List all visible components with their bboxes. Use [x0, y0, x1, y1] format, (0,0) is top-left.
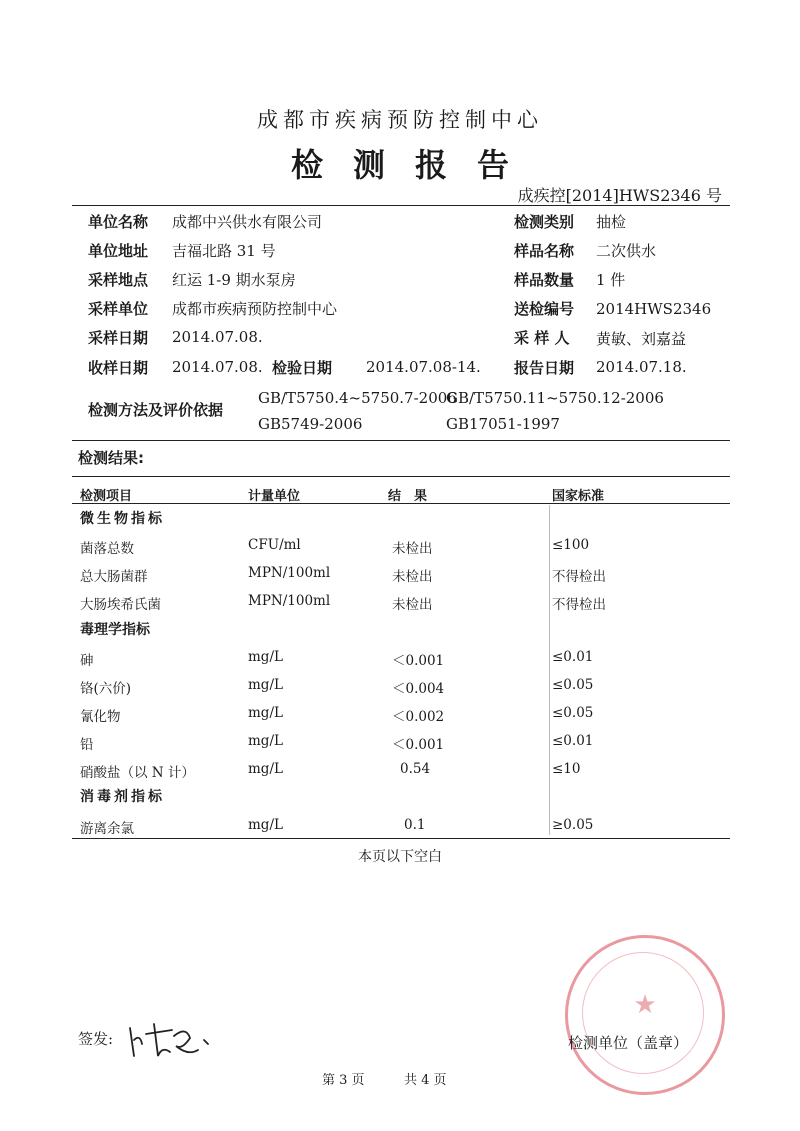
sampling-unit-label: 采样单位 [88, 300, 149, 318]
sampling-date-value: 2014.07.08. [172, 328, 263, 346]
results-top-rule [72, 476, 730, 477]
row-unit: mg/L [248, 649, 283, 665]
standard-column-separator [549, 505, 550, 835]
row-result: ＜0.004 [392, 681, 445, 697]
category-disinfectant: 消毒剂指标 [80, 789, 165, 805]
unit-name-label: 单位名称 [88, 213, 149, 231]
row-result: 未检出 [392, 541, 433, 557]
page-number: 第 3 页 [322, 1073, 365, 1088]
category-toxicology: 毒理学指标 [80, 622, 150, 638]
test-date-label: 检验日期 [272, 359, 333, 377]
row-item-name: 铬(六价) [80, 681, 132, 697]
row-result: 0.54 [400, 761, 431, 777]
receive-date-label: 收样日期 [88, 359, 149, 377]
signature [124, 1016, 214, 1062]
submit-number-label: 送检编号 [514, 300, 575, 318]
row-unit: mg/L [248, 733, 283, 749]
receive-date-value: 2014.07.08. [172, 358, 263, 376]
row-standard: 不得检出 [552, 597, 606, 613]
row-standard: ≤100 [552, 537, 590, 553]
row-result: 未检出 [392, 569, 433, 585]
row-result: ＜0.002 [392, 709, 445, 725]
column-header-unit: 计量单位 [248, 489, 301, 504]
row-standard: ≤0.05 [552, 705, 594, 721]
info-divider [72, 440, 730, 441]
method-standard-3: GB5749-2006 [258, 415, 363, 433]
method-standard-1: GB/T5750.4~5750.7-2006 [258, 389, 457, 407]
official-seal [565, 935, 725, 1095]
column-header-item: 检测项目 [80, 489, 133, 504]
row-unit: mg/L [248, 817, 283, 833]
issued-by-label: 签发: [78, 1030, 114, 1048]
row-standard: ≤0.05 [552, 677, 594, 693]
row-result: ＜0.001 [392, 737, 445, 753]
row-unit: mg/L [248, 761, 283, 777]
sample-name-value: 二次供水 [596, 242, 657, 260]
sampler-label: 采 样 人 [514, 329, 570, 347]
sampling-site-label: 采样地点 [88, 271, 149, 289]
blank-note: 本页以下空白 [358, 849, 442, 865]
test-type-value: 抽检 [596, 213, 627, 231]
row-item-name: 砷 [80, 653, 94, 669]
unit-address-value: 吉福北路 31 号 [172, 242, 276, 260]
report-title: 检测报告 [290, 146, 539, 184]
sample-name-label: 样品名称 [514, 242, 575, 260]
sampler-value: 黄敏、刘嘉益 [596, 330, 687, 348]
row-unit: mg/L [248, 677, 283, 693]
row-standard: 不得检出 [552, 569, 606, 585]
testing-unit-seal-label: 检测单位（盖章） [568, 1034, 689, 1052]
row-result: 未检出 [392, 597, 433, 613]
row-item-name: 总大肠菌群 [80, 569, 148, 585]
row-result: 0.1 [404, 817, 426, 833]
method-standard-2: GB/T5750.11~5750.12-2006 [446, 389, 664, 407]
test-type-label: 检测类别 [514, 213, 575, 231]
sample-quantity-value: 1 件 [596, 271, 626, 289]
row-standard: ≤0.01 [552, 733, 594, 749]
row-item-name: 菌落总数 [80, 541, 134, 557]
results-bottom-rule [72, 838, 730, 839]
column-header-result: 结 果 [388, 489, 428, 504]
results-heading: 检测结果: [78, 449, 144, 467]
sample-quantity-label: 样品数量 [514, 271, 575, 289]
row-unit: mg/L [248, 705, 283, 721]
column-header-rule [72, 503, 730, 504]
test-date-value: 2014.07.08-14. [366, 358, 481, 376]
unit-name-value: 成都中兴供水有限公司 [172, 213, 323, 231]
row-item-name: 硝酸盐（以 N 计） [80, 765, 195, 781]
row-standard: ≥0.05 [552, 817, 594, 833]
row-unit: MPN/100ml [248, 593, 331, 609]
method-standard-4: GB17051-1997 [446, 415, 560, 433]
sampling-unit-value: 成都市疾病预防控制中心 [172, 300, 338, 318]
document-number: 成疾控[2014]HWS2346 号 [517, 186, 722, 205]
report-date-label: 报告日期 [514, 359, 575, 377]
method-label: 检测方法及评价依据 [88, 401, 224, 419]
sampling-site-value: 红运 1-9 期水泵房 [172, 271, 296, 289]
row-item-name: 游离余氯 [80, 821, 134, 837]
organization-name: 成都市疾病预防控制中心 [257, 108, 543, 132]
row-unit: MPN/100ml [248, 565, 331, 581]
report-date-value: 2014.07.18. [596, 358, 687, 376]
page-total: 共 4 页 [404, 1073, 447, 1088]
submit-number-value: 2014HWS2346 [596, 300, 712, 318]
column-header-standard: 国家标准 [552, 489, 605, 504]
category-microbiology: 微生物指标 [80, 511, 165, 527]
row-item-name: 铅 [80, 737, 94, 753]
row-unit: CFU/ml [248, 537, 301, 553]
row-item-name: 氰化物 [80, 709, 121, 725]
seal-star-icon: ★ [633, 990, 657, 1020]
row-standard: ≤0.01 [552, 649, 594, 665]
header-divider [72, 205, 730, 206]
row-result: ＜0.001 [392, 653, 445, 669]
unit-address-label: 单位地址 [88, 242, 149, 260]
row-item-name: 大肠埃希氏菌 [80, 597, 161, 613]
sampling-date-label: 采样日期 [88, 329, 149, 347]
row-standard: ≤10 [552, 761, 581, 777]
